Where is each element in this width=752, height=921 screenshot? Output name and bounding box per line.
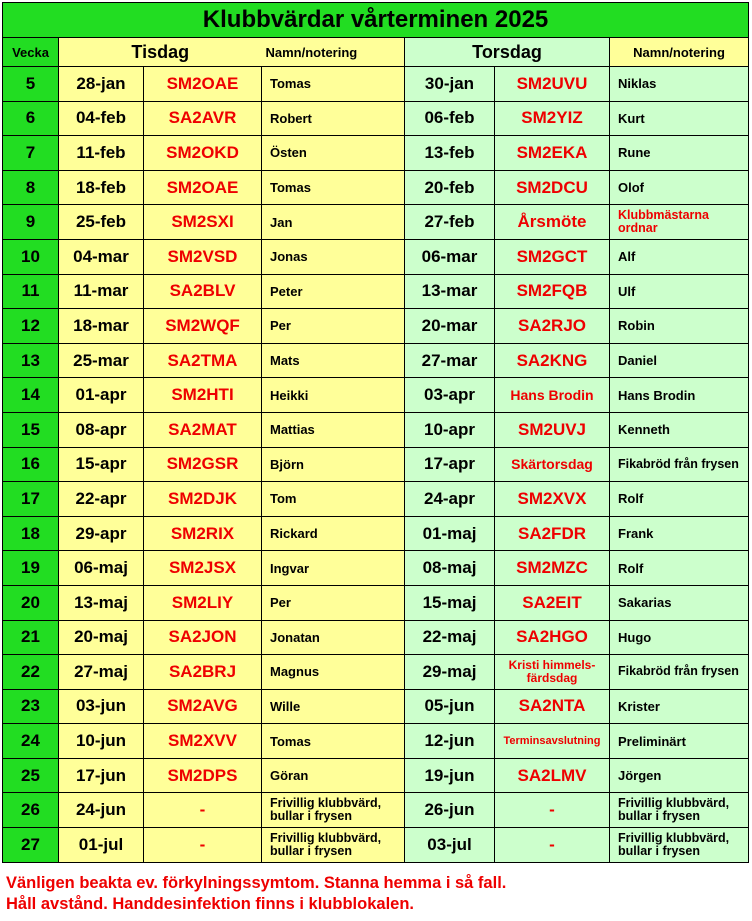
thursday-date: 01-maj	[405, 516, 495, 551]
thursday-callsign: Årsmöte	[495, 205, 610, 240]
column-header-thursday: Torsdag	[405, 38, 610, 67]
tuesday-name: Tomas	[262, 67, 405, 102]
tuesday-name: Jonas	[262, 239, 405, 274]
week-cell: 21	[3, 620, 59, 655]
thursday-callsign: SM2YIZ	[495, 101, 610, 136]
tuesday-name: Heikki	[262, 378, 405, 413]
thursday-callsign: Terminsavslutning	[495, 724, 610, 759]
table-row	[3, 828, 749, 863]
thursday-name: Klubbmästarna ordnar	[610, 205, 749, 240]
thursday-callsign: SM2DCU	[495, 170, 610, 205]
tuesday-date: 27-maj	[59, 655, 144, 690]
tuesday-callsign: SM2XVV	[144, 724, 262, 759]
week-cell: 22	[3, 655, 59, 690]
table-row	[3, 551, 749, 586]
thursday-date: 19-jun	[405, 758, 495, 793]
thursday-callsign: SM2GCT	[495, 239, 610, 274]
tuesday-callsign: SM2LIY	[144, 585, 262, 620]
tuesday-date: 01-jul	[59, 828, 144, 863]
tuesday-name: Per	[262, 585, 405, 620]
week-cell: 14	[3, 378, 59, 413]
page-title: Klubbvärdar vårterminen 2025	[3, 3, 749, 38]
thursday-name: Rolf	[610, 482, 749, 517]
tuesday-name: Tom	[262, 482, 405, 517]
thursday-name: Krister	[610, 689, 749, 724]
tuesday-date: 25-feb	[59, 205, 144, 240]
table-row	[3, 239, 749, 274]
thursday-date: 13-feb	[405, 136, 495, 171]
tuesday-date: 28-jan	[59, 67, 144, 102]
tuesday-name: Rickard	[262, 516, 405, 551]
tuesday-name: Wille	[262, 689, 405, 724]
table-row	[3, 655, 749, 690]
thursday-callsign: -	[495, 793, 610, 828]
table-row	[3, 620, 749, 655]
week-cell: 26	[3, 793, 59, 828]
thursday-callsign: SA2FDR	[495, 516, 610, 551]
thursday-date: 27-mar	[405, 343, 495, 378]
thursday-date: 10-apr	[405, 412, 495, 447]
table-row	[3, 170, 749, 205]
week-cell: 10	[3, 239, 59, 274]
footer-line-1: Vänligen beakta ev. förkylningssymtom. Stanna hemma i så fall.	[6, 874, 507, 892]
thursday-name: Fikabröd från frysen	[610, 447, 749, 482]
table-row	[3, 793, 749, 828]
tuesday-callsign: SM2OKD	[144, 136, 262, 171]
tuesday-callsign: SM2HTI	[144, 378, 262, 413]
tuesday-callsign: -	[144, 793, 262, 828]
week-cell: 17	[3, 482, 59, 517]
thursday-callsign: Hans Brodin	[495, 378, 610, 413]
thursday-name: Rune	[610, 136, 749, 171]
tuesday-callsign: SA2JON	[144, 620, 262, 655]
thursday-date: 06-feb	[405, 101, 495, 136]
tuesday-callsign: SM2DJK	[144, 482, 262, 517]
thursday-callsign: SM2EKA	[495, 136, 610, 171]
thursday-callsign: Kristi himmels-färdsdag	[495, 655, 610, 690]
thursday-name: Ulf	[610, 274, 749, 309]
thursday-callsign: SM2FQB	[495, 274, 610, 309]
tuesday-name: Tomas	[262, 724, 405, 759]
week-cell: 7	[3, 136, 59, 171]
thursday-date: 30-jan	[405, 67, 495, 102]
thursday-callsign: SA2RJO	[495, 309, 610, 344]
table-row	[3, 585, 749, 620]
thursday-name: Hugo	[610, 620, 749, 655]
week-cell: 19	[3, 551, 59, 586]
table-row	[3, 378, 749, 413]
tuesday-name: Björn	[262, 447, 405, 482]
table-row	[3, 482, 749, 517]
week-cell: 8	[3, 170, 59, 205]
tuesday-date: 17-jun	[59, 758, 144, 793]
thursday-date: 20-feb	[405, 170, 495, 205]
tuesday-date: 24-jun	[59, 793, 144, 828]
week-cell: 23	[3, 689, 59, 724]
tuesday-callsign: SM2OAE	[144, 67, 262, 102]
tuesday-date: 15-apr	[59, 447, 144, 482]
week-cell: 16	[3, 447, 59, 482]
thursday-callsign: SM2MZC	[495, 551, 610, 586]
table-row	[3, 274, 749, 309]
table-row	[3, 136, 749, 171]
thursday-callsign: SM2XVX	[495, 482, 610, 517]
thursday-name: Hans Brodin	[610, 378, 749, 413]
thursday-callsign: SM2UVJ	[495, 412, 610, 447]
thursday-date: 29-maj	[405, 655, 495, 690]
schedule-sheet	[2, 2, 748, 863]
thursday-name: Jörgen	[610, 758, 749, 793]
thursday-date: 05-jun	[405, 689, 495, 724]
thursday-name: Rolf	[610, 551, 749, 586]
tuesday-callsign: SA2BRJ	[144, 655, 262, 690]
table-row	[3, 689, 749, 724]
thursday-callsign: SA2NTA	[495, 689, 610, 724]
thursday-date: 12-jun	[405, 724, 495, 759]
week-cell: 5	[3, 67, 59, 102]
thursday-callsign: SA2HGO	[495, 620, 610, 655]
tuesday-date: 18-feb	[59, 170, 144, 205]
table-row	[3, 516, 749, 551]
tuesday-callsign: SM2GSR	[144, 447, 262, 482]
thursday-callsign: Skärtorsdag	[495, 447, 610, 482]
thursday-name: Daniel	[610, 343, 749, 378]
thursday-name: Fikabröd från frysen	[610, 655, 749, 690]
tuesday-date: 22-apr	[59, 482, 144, 517]
tuesday-date: 29-apr	[59, 516, 144, 551]
tuesday-name: Östen	[262, 136, 405, 171]
tuesday-name: Robert	[262, 101, 405, 136]
table-row	[3, 758, 749, 793]
thursday-name: Frivillig klubbvärd, bullar i frysen	[610, 828, 749, 863]
table-row	[3, 447, 749, 482]
table-row	[3, 67, 749, 102]
week-cell: 24	[3, 724, 59, 759]
tuesday-date: 04-mar	[59, 239, 144, 274]
thursday-callsign: SA2LMV	[495, 758, 610, 793]
tuesday-date: 08-apr	[59, 412, 144, 447]
thursday-date: 26-jun	[405, 793, 495, 828]
tuesday-name: Peter	[262, 274, 405, 309]
tuesday-date: 20-maj	[59, 620, 144, 655]
column-header-tuesday-name: Namn/notering	[262, 38, 405, 67]
thursday-date: 17-apr	[405, 447, 495, 482]
tuesday-callsign: SM2SXI	[144, 205, 262, 240]
thursday-name: Frivillig klubbvärd, bullar i frysen	[610, 793, 749, 828]
tuesday-name: Göran	[262, 758, 405, 793]
tuesday-name: Frivillig klubbvärd, bullar i frysen	[262, 793, 405, 828]
week-cell: 20	[3, 585, 59, 620]
tuesday-callsign: SM2RIX	[144, 516, 262, 551]
tuesday-callsign: SM2VSD	[144, 239, 262, 274]
tuesday-name: Ingvar	[262, 551, 405, 586]
week-cell: 11	[3, 274, 59, 309]
week-cell: 18	[3, 516, 59, 551]
tuesday-callsign: SM2WQF	[144, 309, 262, 344]
thursday-date: 03-apr	[405, 378, 495, 413]
footer-line-2: Håll avstånd. Handdesinfektion finns i klubblokalen.	[6, 895, 414, 913]
thursday-date: 13-mar	[405, 274, 495, 309]
tuesday-date: 03-jun	[59, 689, 144, 724]
thursday-name: Alf	[610, 239, 749, 274]
thursday-date: 27-feb	[405, 205, 495, 240]
tuesday-name: Tomas	[262, 170, 405, 205]
table-row	[3, 205, 749, 240]
thursday-date: 20-mar	[405, 309, 495, 344]
tuesday-name: Jan	[262, 205, 405, 240]
week-cell: 25	[3, 758, 59, 793]
thursday-date: 22-maj	[405, 620, 495, 655]
tuesday-date: 25-mar	[59, 343, 144, 378]
table-row	[3, 101, 749, 136]
table-row	[3, 724, 749, 759]
column-header-tuesday: Tisdag	[59, 38, 262, 67]
thursday-name: Olof	[610, 170, 749, 205]
thursday-name: Preliminärt	[610, 724, 749, 759]
tuesday-callsign: SA2AVR	[144, 101, 262, 136]
tuesday-date: 10-jun	[59, 724, 144, 759]
tuesday-date: 01-apr	[59, 378, 144, 413]
tuesday-name: Frivillig klubbvärd, bullar i frysen	[262, 828, 405, 863]
tuesday-date: 04-feb	[59, 101, 144, 136]
thursday-name: Frank	[610, 516, 749, 551]
table-row	[3, 412, 749, 447]
column-header-thursday-name: Namn/notering	[610, 38, 749, 67]
tuesday-name: Jonatan	[262, 620, 405, 655]
tuesday-name: Mattias	[262, 412, 405, 447]
tuesday-callsign: SA2BLV	[144, 274, 262, 309]
thursday-name: Sakarias	[610, 585, 749, 620]
thursday-date: 03-jul	[405, 828, 495, 863]
week-cell: 12	[3, 309, 59, 344]
table-row	[3, 343, 749, 378]
column-header-week: Vecka	[3, 38, 59, 67]
thursday-date: 08-maj	[405, 551, 495, 586]
tuesday-callsign: -	[144, 828, 262, 863]
thursday-callsign: -	[495, 828, 610, 863]
footer-notice	[6, 873, 506, 915]
tuesday-date: 11-mar	[59, 274, 144, 309]
tuesday-callsign: SM2OAE	[144, 170, 262, 205]
thursday-name: Niklas	[610, 67, 749, 102]
tuesday-name: Mats	[262, 343, 405, 378]
tuesday-name: Per	[262, 309, 405, 344]
tuesday-date: 18-mar	[59, 309, 144, 344]
tuesday-callsign: SM2AVG	[144, 689, 262, 724]
week-cell: 9	[3, 205, 59, 240]
tuesday-date: 11-feb	[59, 136, 144, 171]
tuesday-callsign: SA2MAT	[144, 412, 262, 447]
thursday-date: 15-maj	[405, 585, 495, 620]
thursday-callsign: SA2EIT	[495, 585, 610, 620]
week-cell: 13	[3, 343, 59, 378]
thursday-date: 24-apr	[405, 482, 495, 517]
tuesday-callsign: SM2DPS	[144, 758, 262, 793]
tuesday-date: 06-maj	[59, 551, 144, 586]
table-row	[3, 309, 749, 344]
tuesday-callsign: SM2JSX	[144, 551, 262, 586]
thursday-date: 06-mar	[405, 239, 495, 274]
tuesday-name: Magnus	[262, 655, 405, 690]
week-cell: 27	[3, 828, 59, 863]
tuesday-date: 13-maj	[59, 585, 144, 620]
thursday-name: Kurt	[610, 101, 749, 136]
week-cell: 15	[3, 412, 59, 447]
tuesday-callsign: SA2TMA	[144, 343, 262, 378]
thursday-callsign: SA2KNG	[495, 343, 610, 378]
thursday-name: Kenneth	[610, 412, 749, 447]
schedule-table	[2, 2, 749, 863]
thursday-name: Robin	[610, 309, 749, 344]
thursday-callsign: SM2UVU	[495, 67, 610, 102]
week-cell: 6	[3, 101, 59, 136]
